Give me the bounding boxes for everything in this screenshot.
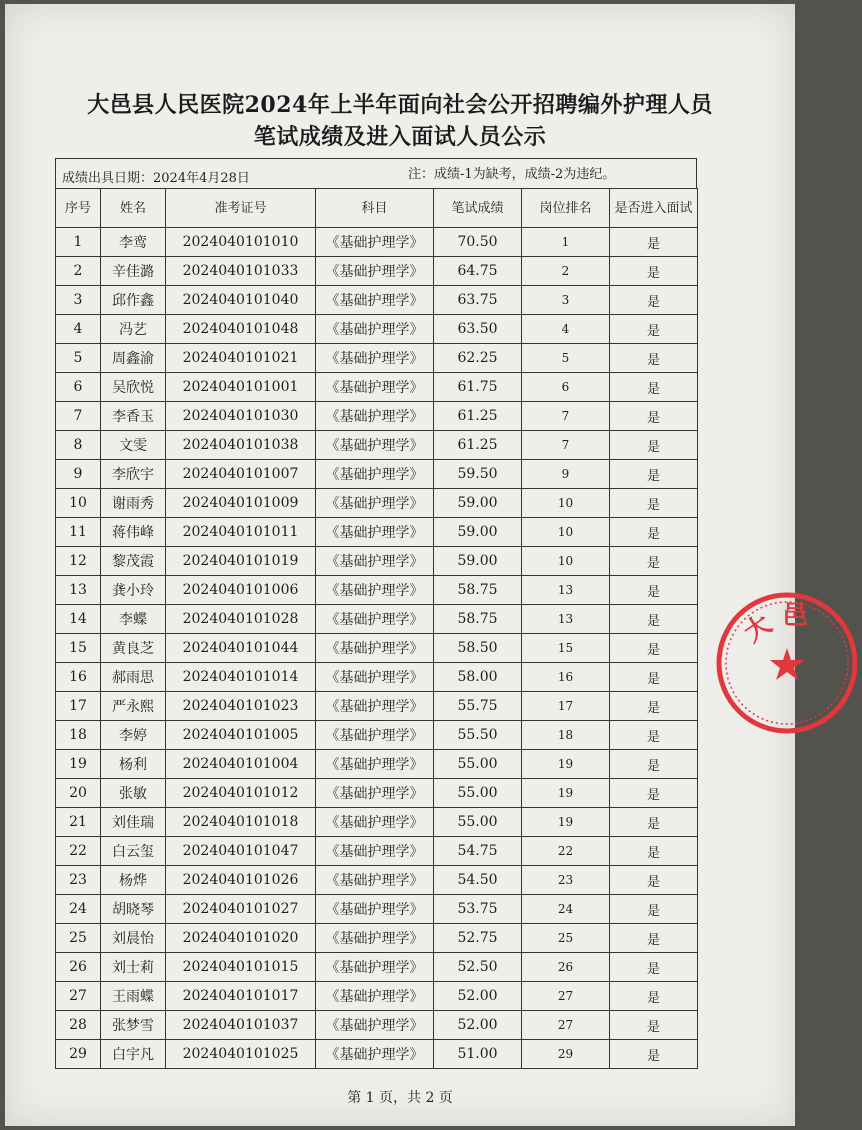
row-interview: 是 xyxy=(610,866,698,895)
row-index: 18 xyxy=(56,721,101,750)
row-exam-no: 2024040101019 xyxy=(166,547,316,576)
row-name: 邱作鑫 xyxy=(101,286,166,315)
row-exam-no: 2024040101005 xyxy=(166,721,316,750)
document-subtitle: 笔试成绩及进入面试人员公示 xyxy=(253,124,547,150)
row-interview: 是 xyxy=(610,286,698,315)
row-score: 52.75 xyxy=(434,924,522,953)
row-interview: 是 xyxy=(610,808,698,837)
row-index: 25 xyxy=(56,924,101,953)
row-exam-no: 2024040101014 xyxy=(166,663,316,692)
row-exam-no: 2024040101027 xyxy=(166,895,316,924)
row-rank: 15 xyxy=(522,634,610,663)
row-subject: 《基础护理学》 xyxy=(316,402,434,431)
row-score: 63.50 xyxy=(434,315,522,344)
row-exam-no: 2024040101028 xyxy=(166,605,316,634)
table-row xyxy=(56,953,698,982)
row-index: 3 xyxy=(56,286,101,315)
table-row xyxy=(56,866,698,895)
row-name: 文雯 xyxy=(101,431,166,460)
row-interview: 是 xyxy=(610,1040,698,1069)
row-interview: 是 xyxy=(610,634,698,663)
row-subject: 《基础护理学》 xyxy=(316,750,434,779)
row-interview: 是 xyxy=(610,489,698,518)
row-score: 70.50 xyxy=(434,228,522,257)
row-exam-no: 2024040101021 xyxy=(166,344,316,373)
row-interview: 是 xyxy=(610,431,698,460)
row-index: 13 xyxy=(56,576,101,605)
row-name: 龚小玲 xyxy=(101,576,166,605)
table-row xyxy=(56,460,698,489)
row-score: 59.00 xyxy=(434,489,522,518)
page-footer: 第 1 页，共 2 页 xyxy=(347,1090,453,1106)
row-rank: 10 xyxy=(522,518,610,547)
row-score: 58.00 xyxy=(434,663,522,692)
row-rank: 24 xyxy=(522,895,610,924)
row-index: 23 xyxy=(56,866,101,895)
row-subject: 《基础护理学》 xyxy=(316,692,434,721)
row-name: 辛佳潞 xyxy=(101,257,166,286)
row-subject: 《基础护理学》 xyxy=(316,228,434,257)
header-score: 笔试成绩 xyxy=(434,189,522,228)
row-exam-no: 2024040101011 xyxy=(166,518,316,547)
row-interview: 是 xyxy=(610,721,698,750)
svg-text:邑: 邑 xyxy=(782,601,809,631)
table-row xyxy=(56,489,698,518)
row-subject: 《基础护理学》 xyxy=(316,634,434,663)
row-exam-no: 2024040101001 xyxy=(166,373,316,402)
row-subject: 《基础护理学》 xyxy=(316,257,434,286)
row-index: 20 xyxy=(56,779,101,808)
row-subject: 《基础护理学》 xyxy=(316,982,434,1011)
row-index: 5 xyxy=(56,344,101,373)
row-subject: 《基础护理学》 xyxy=(316,605,434,634)
table-row xyxy=(56,518,698,547)
row-interview: 是 xyxy=(610,344,698,373)
row-subject: 《基础护理学》 xyxy=(316,547,434,576)
row-interview: 是 xyxy=(610,750,698,779)
row-name: 李婷 xyxy=(101,721,166,750)
row-name: 李香玉 xyxy=(101,402,166,431)
row-index: 12 xyxy=(56,547,101,576)
header-index: 序号 xyxy=(56,189,101,228)
row-rank: 4 xyxy=(522,315,610,344)
table-row xyxy=(56,286,698,315)
svg-text:大: 大 xyxy=(738,609,778,649)
row-subject: 《基础护理学》 xyxy=(316,431,434,460)
row-rank: 2 xyxy=(522,257,610,286)
row-interview: 是 xyxy=(610,837,698,866)
row-subject: 《基础护理学》 xyxy=(316,489,434,518)
table-row xyxy=(56,1011,698,1040)
row-rank: 7 xyxy=(522,431,610,460)
row-rank: 25 xyxy=(522,924,610,953)
row-index: 19 xyxy=(56,750,101,779)
row-subject: 《基础护理学》 xyxy=(316,576,434,605)
row-rank: 3 xyxy=(522,286,610,315)
row-score: 55.00 xyxy=(434,750,522,779)
row-score: 54.50 xyxy=(434,866,522,895)
row-score: 52.00 xyxy=(434,982,522,1011)
row-exam-no: 2024040101017 xyxy=(166,982,316,1011)
row-exam-no: 2024040101007 xyxy=(166,460,316,489)
row-interview: 是 xyxy=(610,460,698,489)
score-note: 注：成绩-1为缺考，成绩-2为违纪。 xyxy=(408,167,616,182)
row-score: 55.75 xyxy=(434,692,522,721)
row-name: 蒋伟峰 xyxy=(101,518,166,547)
row-exam-no: 2024040101006 xyxy=(166,576,316,605)
row-rank: 13 xyxy=(522,605,610,634)
row-name: 刘晨怡 xyxy=(101,924,166,953)
row-index: 4 xyxy=(56,315,101,344)
row-score: 58.75 xyxy=(434,605,522,634)
row-interview: 是 xyxy=(610,257,698,286)
row-interview: 是 xyxy=(610,924,698,953)
row-name: 刘佳瑞 xyxy=(101,808,166,837)
row-rank: 27 xyxy=(522,1011,610,1040)
row-subject: 《基础护理学》 xyxy=(316,460,434,489)
row-rank: 18 xyxy=(522,721,610,750)
table-row xyxy=(56,692,698,721)
row-interview: 是 xyxy=(610,373,698,402)
row-exam-no: 2024040101004 xyxy=(166,750,316,779)
row-rank: 19 xyxy=(522,808,610,837)
row-score: 61.25 xyxy=(434,431,522,460)
table-row xyxy=(56,547,698,576)
row-score: 55.00 xyxy=(434,808,522,837)
table-row xyxy=(56,402,698,431)
row-index: 11 xyxy=(56,518,101,547)
row-subject: 《基础护理学》 xyxy=(316,286,434,315)
row-score: 52.00 xyxy=(434,1011,522,1040)
row-exam-no: 2024040101025 xyxy=(166,1040,316,1069)
row-subject: 《基础护理学》 xyxy=(316,663,434,692)
row-score: 55.50 xyxy=(434,721,522,750)
row-rank: 19 xyxy=(522,750,610,779)
row-interview: 是 xyxy=(610,605,698,634)
header-interview: 是否进入面试 xyxy=(610,189,698,228)
row-index: 22 xyxy=(56,837,101,866)
row-score: 64.75 xyxy=(434,257,522,286)
row-rank: 6 xyxy=(522,373,610,402)
row-exam-no: 2024040101009 xyxy=(166,489,316,518)
row-index: 10 xyxy=(56,489,101,518)
row-name: 周鑫渝 xyxy=(101,344,166,373)
row-rank: 27 xyxy=(522,982,610,1011)
row-rank: 16 xyxy=(522,663,610,692)
row-score: 62.25 xyxy=(434,344,522,373)
row-index: 17 xyxy=(56,692,101,721)
row-score: 59.00 xyxy=(434,547,522,576)
header-subject: 科目 xyxy=(316,189,434,228)
row-index: 27 xyxy=(56,982,101,1011)
row-index: 1 xyxy=(56,228,101,257)
table-row xyxy=(56,663,698,692)
table-row xyxy=(56,982,698,1011)
row-name: 胡晓琴 xyxy=(101,895,166,924)
row-rank: 7 xyxy=(522,402,610,431)
row-subject: 《基础护理学》 xyxy=(316,924,434,953)
row-interview: 是 xyxy=(610,228,698,257)
row-exam-no: 2024040101038 xyxy=(166,431,316,460)
row-exam-no: 2024040101048 xyxy=(166,315,316,344)
row-score: 59.00 xyxy=(434,518,522,547)
row-index: 26 xyxy=(56,953,101,982)
table-row xyxy=(56,750,698,779)
header-exam-no: 准考证号 xyxy=(166,189,316,228)
table-row xyxy=(56,779,698,808)
row-name: 张敏 xyxy=(101,779,166,808)
row-index: 29 xyxy=(56,1040,101,1069)
row-score: 58.50 xyxy=(434,634,522,663)
row-score: 54.75 xyxy=(434,837,522,866)
table-row xyxy=(56,924,698,953)
table-row xyxy=(56,721,698,750)
row-index: 28 xyxy=(56,1011,101,1040)
row-name: 黎茂霞 xyxy=(101,547,166,576)
results-table xyxy=(55,188,698,1069)
table-row xyxy=(56,228,698,257)
row-name: 吴欣悦 xyxy=(101,373,166,402)
seal-star-icon xyxy=(770,648,804,680)
row-subject: 《基础护理学》 xyxy=(316,315,434,344)
row-name: 张梦雪 xyxy=(101,1011,166,1040)
official-seal xyxy=(712,588,862,738)
row-subject: 《基础护理学》 xyxy=(316,953,434,982)
row-interview: 是 xyxy=(610,779,698,808)
row-rank: 17 xyxy=(522,692,610,721)
row-subject: 《基础护理学》 xyxy=(316,779,434,808)
table-row xyxy=(56,257,698,286)
table-row xyxy=(56,315,698,344)
row-name: 李蝶 xyxy=(101,605,166,634)
row-index: 6 xyxy=(56,373,101,402)
table-row xyxy=(56,808,698,837)
table-row xyxy=(56,837,698,866)
header-name: 姓名 xyxy=(101,189,166,228)
table-row xyxy=(56,431,698,460)
row-rank: 29 xyxy=(522,1040,610,1069)
row-exam-no: 2024040101018 xyxy=(166,808,316,837)
row-interview: 是 xyxy=(610,1011,698,1040)
document-title: 大邑县人民医院2024年上半年面向社会公开招聘编外护理人员 xyxy=(87,92,713,118)
table-row xyxy=(56,605,698,634)
row-subject: 《基础护理学》 xyxy=(316,1040,434,1069)
row-exam-no: 2024040101023 xyxy=(166,692,316,721)
row-interview: 是 xyxy=(610,895,698,924)
row-score: 58.75 xyxy=(434,576,522,605)
row-name: 李欣宇 xyxy=(101,460,166,489)
row-rank: 9 xyxy=(522,460,610,489)
info-bar xyxy=(55,158,697,188)
table-row xyxy=(56,634,698,663)
table-row xyxy=(56,373,698,402)
row-score: 51.00 xyxy=(434,1040,522,1069)
row-subject: 《基础护理学》 xyxy=(316,1011,434,1040)
row-interview: 是 xyxy=(610,692,698,721)
table-header-row xyxy=(56,189,698,228)
row-subject: 《基础护理学》 xyxy=(316,895,434,924)
row-rank: 22 xyxy=(522,837,610,866)
row-index: 7 xyxy=(56,402,101,431)
table-row xyxy=(56,576,698,605)
row-name: 李鸾 xyxy=(101,228,166,257)
row-score: 61.75 xyxy=(434,373,522,402)
row-index: 16 xyxy=(56,663,101,692)
row-name: 白宇凡 xyxy=(101,1040,166,1069)
row-interview: 是 xyxy=(610,402,698,431)
row-exam-no: 2024040101047 xyxy=(166,837,316,866)
row-index: 14 xyxy=(56,605,101,634)
table-row xyxy=(56,344,698,373)
row-rank: 19 xyxy=(522,779,610,808)
row-name: 白云玺 xyxy=(101,837,166,866)
row-index: 24 xyxy=(56,895,101,924)
row-exam-no: 2024040101040 xyxy=(166,286,316,315)
row-index: 15 xyxy=(56,634,101,663)
row-subject: 《基础护理学》 xyxy=(316,721,434,750)
issue-date: 成绩出具日期：2024年4月28日 xyxy=(62,171,250,186)
row-subject: 《基础护理学》 xyxy=(316,373,434,402)
row-rank: 5 xyxy=(522,344,610,373)
row-rank: 1 xyxy=(522,228,610,257)
row-rank: 13 xyxy=(522,576,610,605)
row-name: 杨利 xyxy=(101,750,166,779)
row-score: 63.75 xyxy=(434,286,522,315)
table-row xyxy=(56,895,698,924)
row-rank: 23 xyxy=(522,866,610,895)
row-name: 郝雨思 xyxy=(101,663,166,692)
row-exam-no: 2024040101037 xyxy=(166,1011,316,1040)
row-subject: 《基础护理学》 xyxy=(316,344,434,373)
header-rank: 岗位排名 xyxy=(522,189,610,228)
row-name: 冯艺 xyxy=(101,315,166,344)
row-name: 刘士莉 xyxy=(101,953,166,982)
row-interview: 是 xyxy=(610,982,698,1011)
row-rank: 26 xyxy=(522,953,610,982)
row-exam-no: 2024040101030 xyxy=(166,402,316,431)
row-rank: 10 xyxy=(522,547,610,576)
row-subject: 《基础护理学》 xyxy=(316,808,434,837)
row-exam-no: 2024040101020 xyxy=(166,924,316,953)
row-subject: 《基础护理学》 xyxy=(316,518,434,547)
row-interview: 是 xyxy=(610,547,698,576)
row-score: 55.00 xyxy=(434,779,522,808)
row-index: 21 xyxy=(56,808,101,837)
row-exam-no: 2024040101015 xyxy=(166,953,316,982)
table-row xyxy=(56,1040,698,1069)
row-name: 王雨蝶 xyxy=(101,982,166,1011)
row-name: 严永熙 xyxy=(101,692,166,721)
row-subject: 《基础护理学》 xyxy=(316,837,434,866)
row-exam-no: 2024040101026 xyxy=(166,866,316,895)
row-score: 61.25 xyxy=(434,402,522,431)
row-name: 黄良芝 xyxy=(101,634,166,663)
row-exam-no: 2024040101033 xyxy=(166,257,316,286)
row-interview: 是 xyxy=(610,663,698,692)
row-name: 谢雨秀 xyxy=(101,489,166,518)
row-exam-no: 2024040101012 xyxy=(166,779,316,808)
row-interview: 是 xyxy=(610,576,698,605)
row-exam-no: 2024040101044 xyxy=(166,634,316,663)
row-index: 9 xyxy=(56,460,101,489)
row-interview: 是 xyxy=(610,315,698,344)
row-index: 2 xyxy=(56,257,101,286)
row-exam-no: 2024040101010 xyxy=(166,228,316,257)
row-rank: 10 xyxy=(522,489,610,518)
row-interview: 是 xyxy=(610,953,698,982)
row-interview: 是 xyxy=(610,518,698,547)
row-score: 52.50 xyxy=(434,953,522,982)
row-score: 53.75 xyxy=(434,895,522,924)
row-name: 杨烨 xyxy=(101,866,166,895)
row-score: 59.50 xyxy=(434,460,522,489)
row-index: 8 xyxy=(56,431,101,460)
row-subject: 《基础护理学》 xyxy=(316,866,434,895)
